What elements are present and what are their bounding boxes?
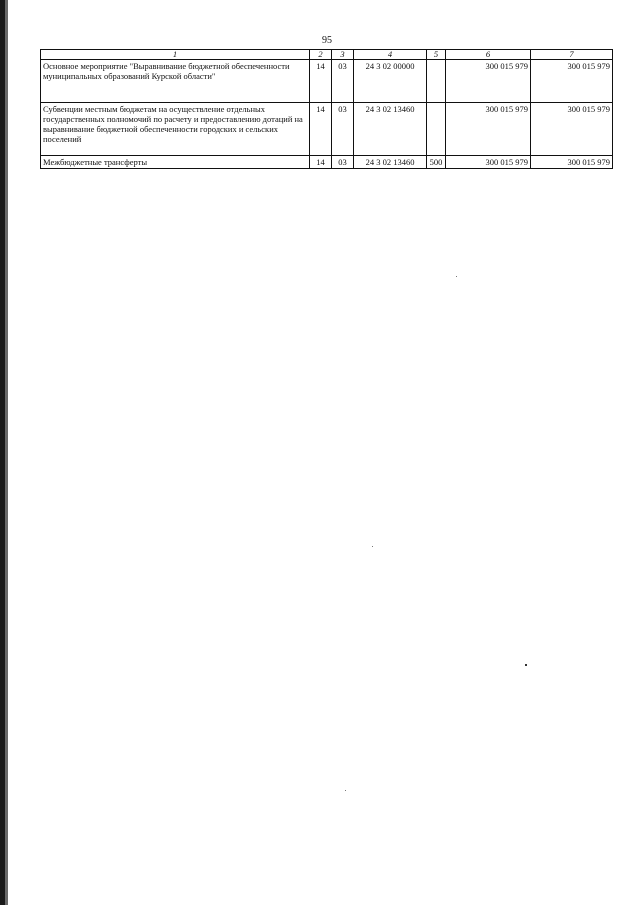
header-col-5: 5 — [427, 50, 446, 60]
row-section-cell: 14 — [310, 103, 332, 156]
header-col-2: 2 — [310, 50, 332, 60]
row-amount-cell: 300 015 979 — [531, 60, 613, 103]
row-name-cell: Межбюджетные трансферты — [41, 156, 310, 169]
table-row — [41, 156, 613, 169]
row-amount-cell: 300 015 979 — [531, 103, 613, 156]
header-col-7: 7 — [531, 50, 613, 60]
row-name-cell: Основное мероприятие "Выравнивание бюджетной обеспеченности муниципальных образований Курской области" — [41, 60, 310, 103]
row-amount-cell: 300 015 979 — [446, 156, 531, 169]
row-section-cell: 14 — [310, 156, 332, 169]
budget-table — [40, 49, 613, 169]
row-name-cell: Субвенции местным бюджетам на осуществление отдельных государственных полномочий по расчету и предоставлению дотаций на выравнивание бюджетной обеспеченности городских и сельских поселений — [41, 103, 310, 156]
header-col-4: 4 — [354, 50, 427, 60]
row-expense-type-cell: 500 — [427, 156, 446, 169]
row-expense-type-cell — [427, 103, 446, 156]
row-amount-cell: 300 015 979 — [531, 156, 613, 169]
scan-speck — [456, 276, 457, 277]
row-target-code-cell: 24 3 02 13460 — [354, 103, 427, 156]
row-expense-type-cell — [427, 60, 446, 103]
row-subsection-cell: 03 — [332, 60, 354, 103]
header-col-3: 3 — [332, 50, 354, 60]
row-target-code-cell: 24 3 02 00000 — [354, 60, 427, 103]
scan-speck — [372, 546, 373, 547]
table-row — [41, 103, 613, 156]
row-amount-cell: 300 015 979 — [446, 103, 531, 156]
scan-left-edge-shadow — [5, 0, 8, 905]
row-subsection-cell: 03 — [332, 103, 354, 156]
row-amount-cell: 300 015 979 — [446, 60, 531, 103]
header-col-1: 1 — [41, 50, 310, 60]
row-target-code-cell: 24 3 02 13460 — [354, 156, 427, 169]
table-row — [41, 60, 613, 103]
scan-speck — [345, 790, 346, 791]
row-section-cell: 14 — [310, 60, 332, 103]
header-col-6: 6 — [446, 50, 531, 60]
scan-speck — [525, 664, 527, 666]
row-subsection-cell: 03 — [332, 156, 354, 169]
page-number: 95 — [322, 35, 332, 46]
table-header-row — [41, 50, 613, 60]
